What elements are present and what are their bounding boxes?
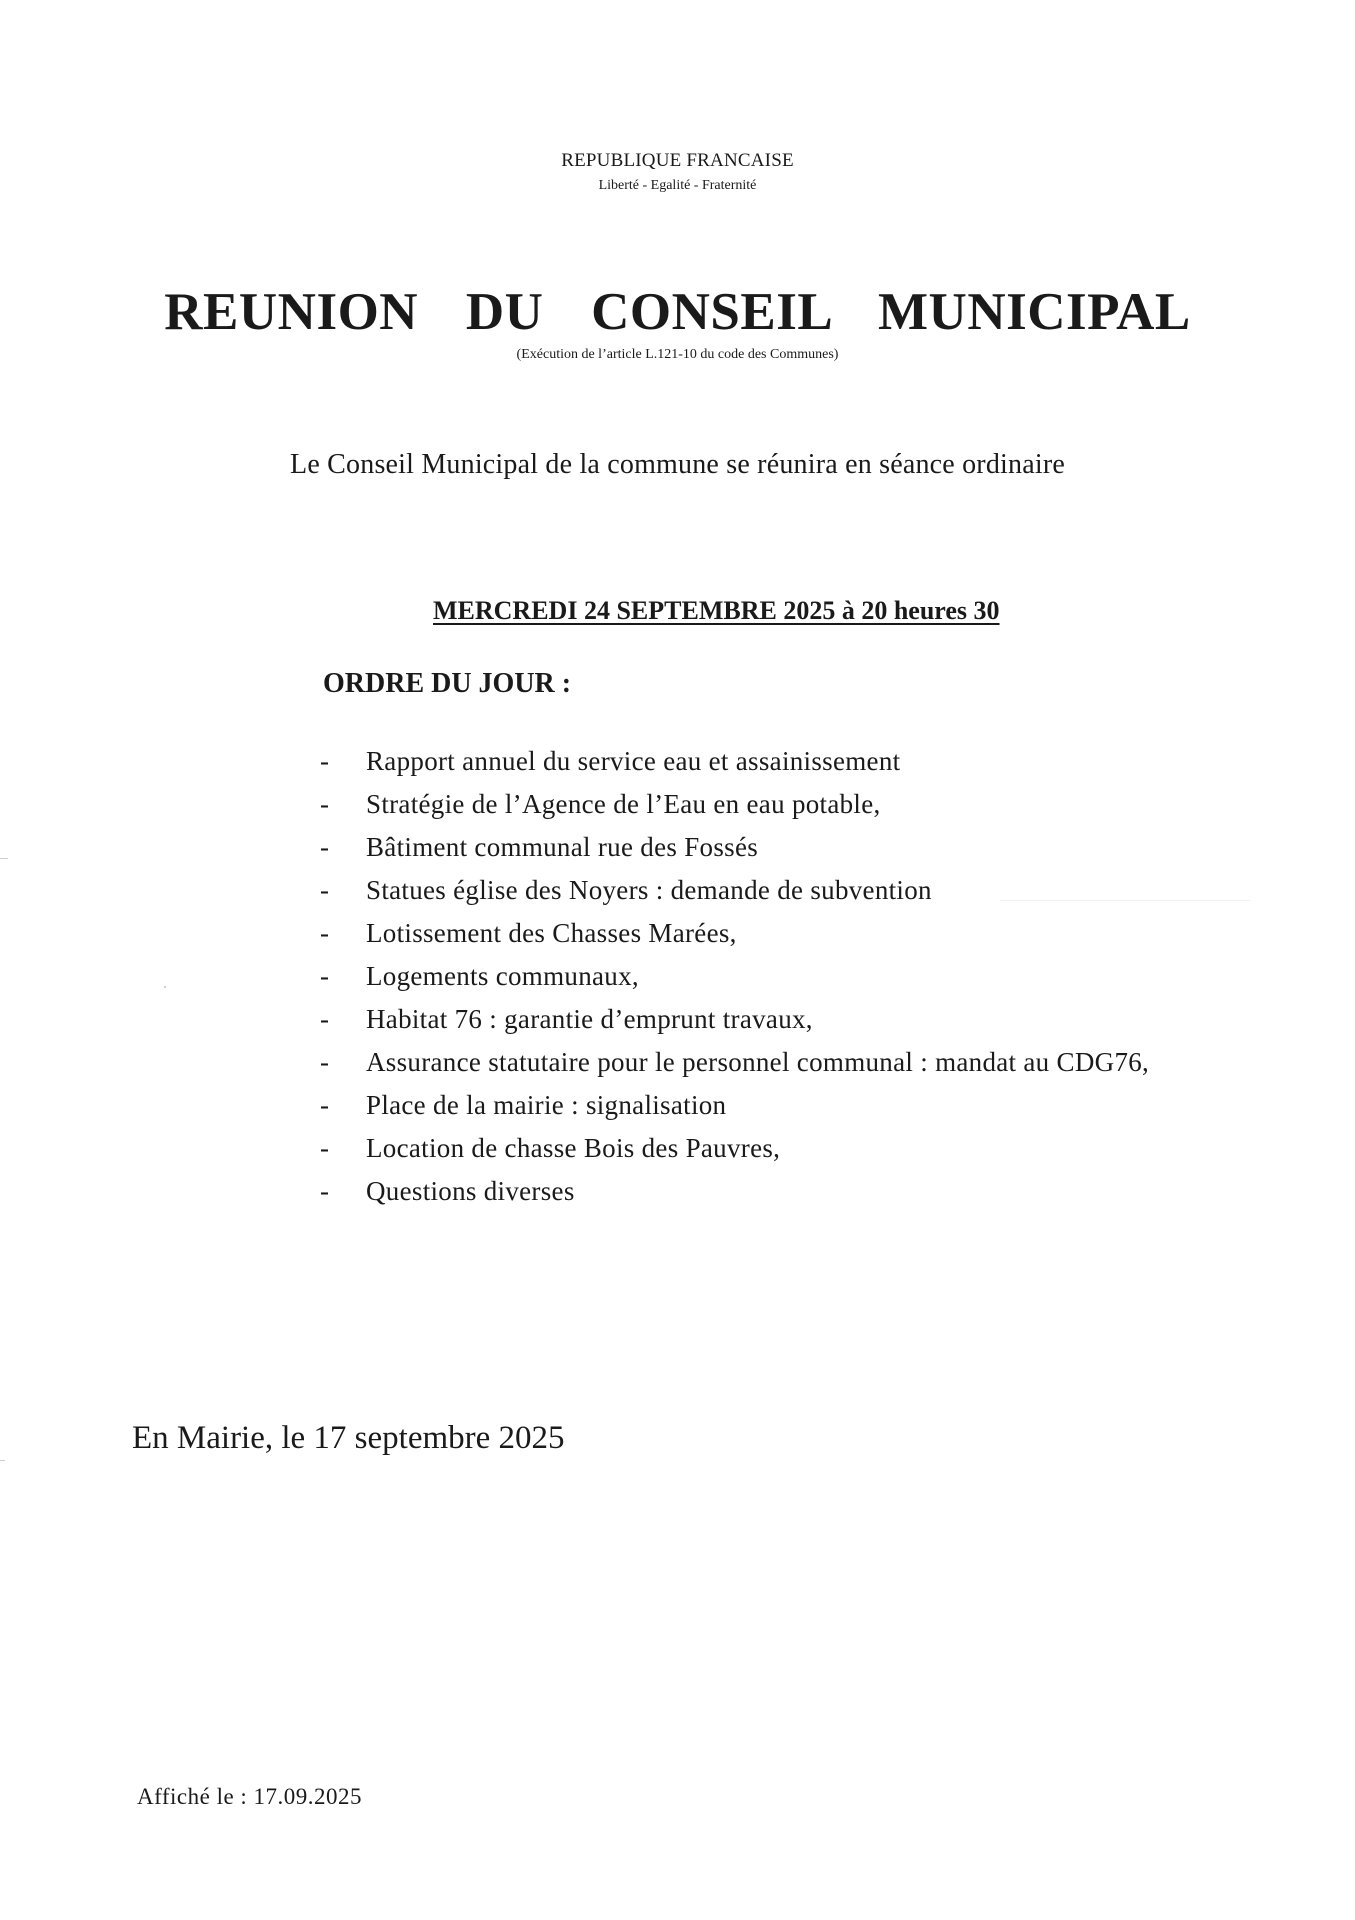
agenda-item-text: Statues église des Noyers : demande de subvention <box>366 875 932 905</box>
scan-artifact <box>1000 900 1250 901</box>
legal-reference: (Exécution de l’article L.121-10 du code des Communes) <box>516 347 839 362</box>
agenda-item-text: Assurance statutaire pour le personnel communal : mandat au CDG76, <box>366 1047 1150 1077</box>
scan-artifact <box>164 986 166 988</box>
agenda-item-text: Place de la mairie : signalisation <box>366 1090 727 1120</box>
bullet-dash: - <box>320 1047 330 1077</box>
bullet-dash: - <box>320 1004 330 1034</box>
page-title: REUNION DU CONSEIL MUNICIPAL <box>164 283 1191 341</box>
posted-date: Affiché le : 17.09.2025 <box>137 1784 363 1809</box>
agenda-item <box>320 783 1233 826</box>
agenda-item-text: Logements communaux, <box>366 961 639 991</box>
agenda-item <box>320 826 1233 869</box>
bullet-dash: - <box>320 918 330 948</box>
bullet-dash: - <box>320 961 330 991</box>
agenda-item-text: Habitat 76 : garantie d’emprunt travaux, <box>366 1004 813 1034</box>
agenda-item-text: Rapport annuel du service eau et assainissement <box>366 746 901 776</box>
agenda-item <box>320 955 1233 998</box>
agenda-item <box>320 1127 1233 1170</box>
place-and-date: En Mairie, le 17 septembre 2025 <box>132 1420 565 1456</box>
bullet-dash: - <box>320 832 330 862</box>
bullet-dash: - <box>320 1133 330 1163</box>
meeting-date: MERCREDI 24 SEPTEMBRE 2025 à 20 heures 30 <box>433 596 1000 625</box>
intro-text: Le Conseil Municipal de la commune se réunira en séance ordinaire <box>290 449 1065 480</box>
bullet-dash: - <box>320 746 330 776</box>
agenda-item <box>320 998 1233 1041</box>
bullet-dash: - <box>320 789 330 819</box>
agenda-item-text: Lotissement des Chasses Marées, <box>366 918 737 948</box>
republique-header: REPUBLIQUE FRANCAISE <box>561 150 794 171</box>
agenda-item <box>320 869 1233 912</box>
bullet-dash: - <box>320 1090 330 1120</box>
devise: Liberté - Egalité - Fraternité <box>598 178 757 193</box>
agenda-item-text: Bâtiment communal rue des Fossés <box>366 832 759 862</box>
agenda-item <box>320 912 1233 955</box>
bullet-dash: - <box>320 1176 330 1206</box>
agenda-list <box>320 740 1233 1213</box>
agenda-item <box>320 1170 1233 1213</box>
bullet-dash: - <box>320 875 330 905</box>
scan-artifact <box>0 1460 5 1461</box>
agenda-item <box>320 1084 1233 1127</box>
agenda-item-text: Location de chasse Bois des Pauvres, <box>366 1133 781 1163</box>
scan-artifact <box>0 858 8 859</box>
agenda-item-text: Stratégie de l’Agence de l’Eau en eau potable, <box>366 789 881 819</box>
agenda-item <box>320 740 1233 783</box>
agenda-heading: ORDRE DU JOUR : <box>323 668 572 699</box>
agenda-item <box>320 1041 1233 1084</box>
agenda-item-text: Questions diverses <box>366 1176 575 1206</box>
